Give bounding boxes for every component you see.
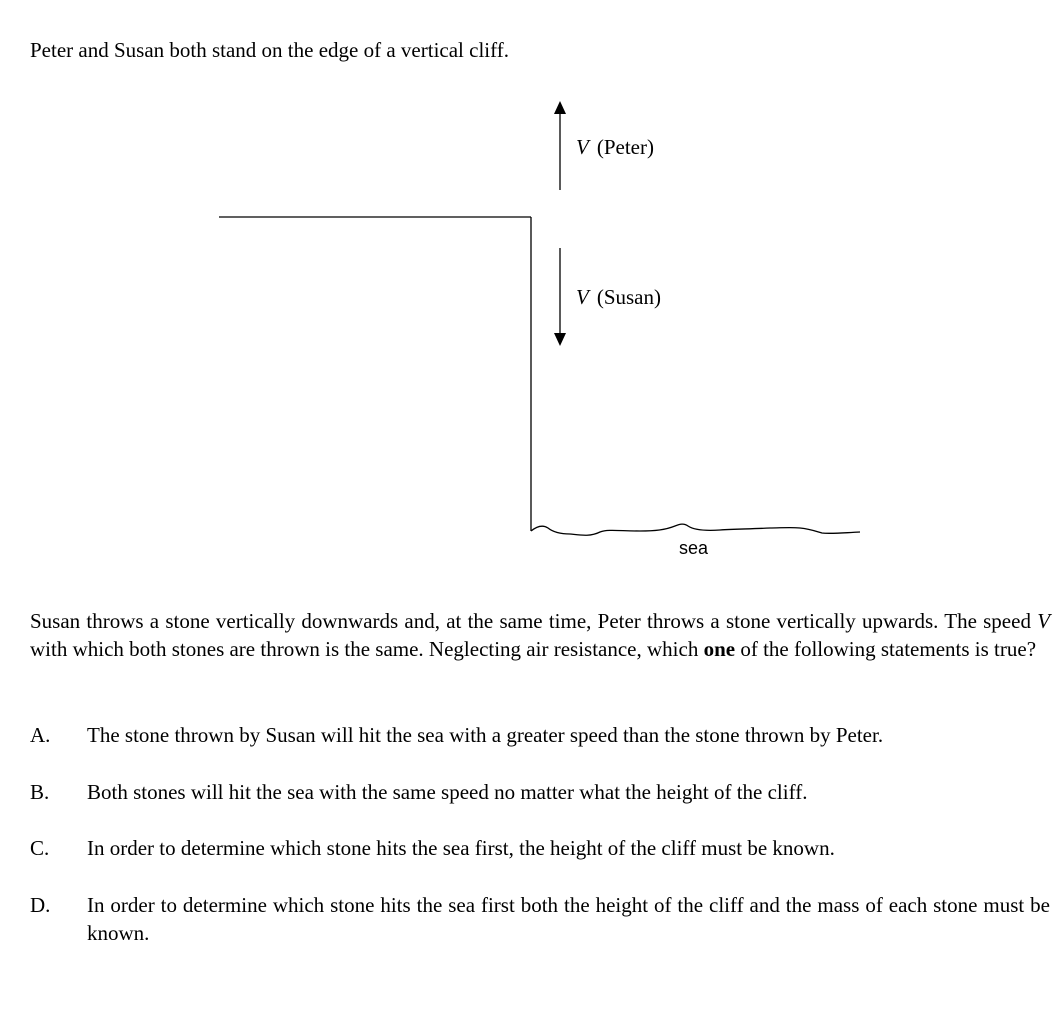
- option-c-letter: C.: [30, 836, 50, 860]
- question-text: [30, 607, 1050, 663]
- susan-velocity-label: [576, 285, 661, 309]
- option-b-letter: B.: [30, 780, 50, 804]
- question-v-symbol: V: [1037, 609, 1051, 633]
- option-d-letter: D.: [30, 893, 51, 917]
- susan-name: (Susan): [596, 285, 661, 309]
- option-c-text: In order to determine which stone hits the sea first, the height of the cliff must be known.: [87, 836, 835, 860]
- peter-name: (Peter): [596, 135, 654, 159]
- susan-v-symbol: V: [576, 285, 589, 309]
- question-part2-end: of the following statements is true?: [735, 637, 1037, 661]
- peter-arrowhead-icon: [554, 101, 566, 114]
- option-b-text: Both stones will hit the sea with the same speed no matter what the height of the cliff.: [87, 780, 808, 804]
- peter-velocity-label: [576, 135, 654, 159]
- question-part2-start: The speed: [944, 609, 1038, 633]
- option-a-text: The stone thrown by Susan will hit the sea with a greater speed than the stone thrown by Peter.: [87, 723, 884, 747]
- question-emphasis: one: [703, 637, 736, 661]
- option-a-letter: A.: [30, 723, 51, 747]
- question-part2-mid: with which both stones are thrown is the same. Neglecting air resistance, which: [30, 637, 704, 661]
- option-d-text: In order to determine which stone hits the sea first both the height of the cliff and the mass of each stone must be known.: [87, 893, 1050, 945]
- susan-arrowhead-icon: [554, 333, 566, 346]
- sea-surface: [531, 524, 860, 535]
- question-line1: Susan throws a stone vertically downwards and, at the same time, Peter throws a stone vertically upwards.: [30, 609, 939, 633]
- sea-label: sea: [679, 538, 709, 558]
- peter-v-symbol: V: [576, 135, 589, 159]
- intro-text: Peter and Susan both stand on the edge of a vertical cliff.: [30, 38, 509, 62]
